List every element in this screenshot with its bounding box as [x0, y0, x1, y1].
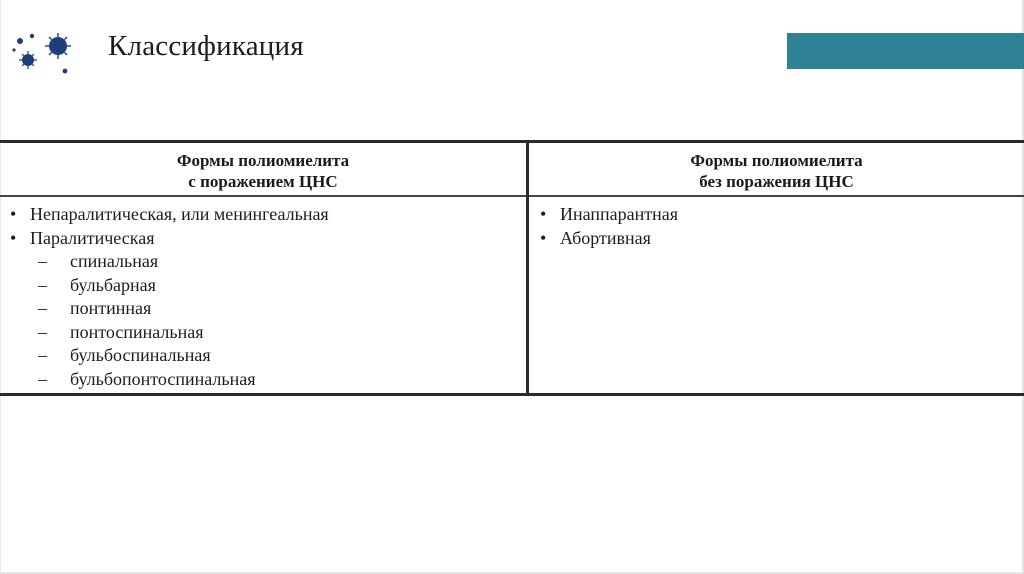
header-line: Формы полиомиелита: [176, 151, 350, 170]
sub-list-item-text: спинальная: [70, 251, 159, 271]
column-header-with-cns: [0, 150, 526, 192]
sub-list-item: [10, 344, 329, 368]
without-cns-list: [540, 203, 678, 250]
list-item-text: Непаралитическая, или менингеальная: [30, 204, 329, 224]
sub-list-item: [10, 368, 329, 392]
bullet: •: [540, 204, 547, 224]
list-item-text: Паралитическая: [30, 227, 155, 248]
column-header-without-cns: [529, 150, 1024, 192]
bullet: •: [540, 227, 547, 248]
sub-list-item: [10, 250, 329, 274]
table-bottom-rule: [0, 393, 1024, 396]
header-line: с поражением ЦНС: [188, 172, 338, 191]
dash: –: [38, 298, 47, 318]
sub-list-item-text: понтинная: [70, 298, 152, 318]
with-cns-list: [10, 203, 329, 391]
list-item: [540, 227, 678, 251]
dash: –: [38, 321, 47, 342]
sub-list-item-text: бульбарная: [70, 274, 156, 295]
bullet: •: [10, 204, 17, 224]
accent-bar: [787, 33, 1024, 69]
dash: –: [38, 274, 47, 295]
list-item: [540, 203, 678, 227]
slide-title: Классификация: [108, 30, 304, 62]
sub-list-item: [10, 321, 329, 345]
classification-table: [0, 140, 1024, 396]
dash: –: [38, 345, 47, 365]
dash: –: [38, 368, 47, 389]
sub-list-item: [10, 274, 329, 298]
virus-icon: [8, 24, 80, 78]
header-line: Формы полиомиелита: [690, 151, 863, 170]
table-top-rule: [0, 140, 1024, 143]
list-item: [10, 227, 329, 251]
sub-list-item: [10, 297, 329, 321]
bullet: •: [10, 227, 17, 248]
list-item-text: Инаппарантная: [560, 204, 679, 224]
sub-list-item-text: понтоспинальная: [70, 321, 204, 342]
sub-list-item-text: бульбоспинальная: [70, 345, 211, 365]
sub-list-item-text: бульбопонтоспинальная: [70, 368, 256, 389]
table-header-rule: [0, 195, 1024, 197]
list-item: [10, 203, 329, 227]
header-line: без поражения ЦНС: [699, 172, 854, 191]
list-item-text: Абортивная: [560, 227, 651, 248]
dash: –: [38, 251, 47, 271]
